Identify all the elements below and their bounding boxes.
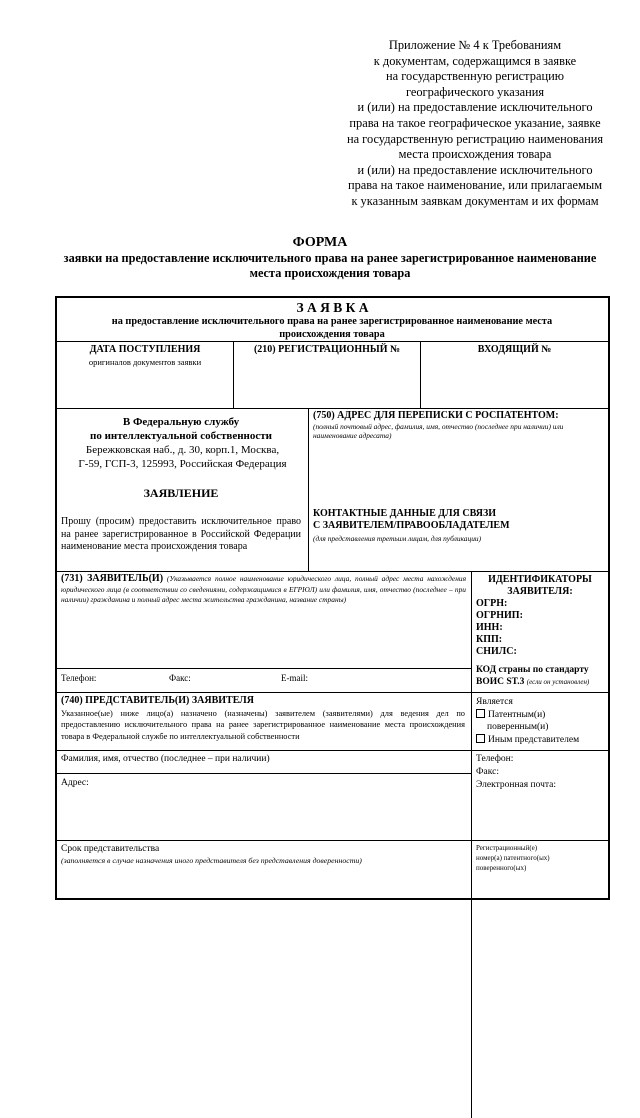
recipient-address: Г-59, ГСП-3, 125993, Российская Федерация [78, 458, 287, 470]
attorney-regnum-label: поверенного(ых) [476, 864, 527, 872]
applicant-note: (Указывается полное наименование юридического лица, полный адрес места нахождения юридического лица (в соответствии со сведениями, содержащимися в ЕГРЮЛ) или фамилия, имя, отчество (последнее – при наличии) гражданина и полный адрес места жительства гражданина, название страны) [61, 574, 467, 604]
rep-email-label: Электронная почта: [476, 780, 556, 790]
header-line: к указанным заявкам документам и их формам [351, 193, 599, 208]
divider [420, 341, 421, 408]
zayavka-subtitle: на предоставление исключительного права на ранее зарегистрированное наименование места происхождения товара [111, 316, 553, 340]
patent-attorney-option[interactable] [476, 709, 545, 721]
rep-phone-label: Телефон: [476, 754, 514, 764]
divider [57, 408, 608, 409]
divider [471, 571, 472, 1118]
identifiers-title: ИДЕНТИФИКАТОРЫ [488, 574, 592, 585]
country-code-standard [476, 676, 589, 688]
snils-label: СНИЛС: [476, 646, 517, 657]
header-note [330, 38, 620, 210]
term-note: (заполняется в случае назначения иного представителя без представления доверенности) [61, 856, 362, 865]
recipient-title: по интеллектуальной собственности [89, 430, 273, 442]
patent-attorney-checkbox[interactable] [476, 709, 485, 718]
patent-attorney-label: Патентным(и) [488, 710, 546, 720]
divider [57, 341, 608, 342]
applicant-fax-label: Факс: [169, 673, 191, 683]
divider [57, 750, 608, 751]
contact-note: (для представления третьим лицам, для публикации) [313, 534, 482, 543]
recipient-title: В Федеральную службу [122, 416, 240, 428]
header-line: к документам, содержащимся в заявке [373, 53, 577, 68]
date-sublabel: оригиналов документов заявки [88, 357, 202, 367]
identifiers-title: ЗАЯВИТЕЛЯ: [507, 586, 573, 597]
term-label: Срок представительства [61, 844, 160, 854]
header-line: права на такое наименование, или прилагаемым [347, 178, 603, 193]
header-line: на государственную регистрацию наименования [346, 131, 604, 146]
fio-label: Фамилия, имя, отчество (последнее – при наличии) [61, 754, 270, 764]
divider [57, 571, 608, 572]
contact-label: С ЗАЯВИТЕЛЕМ/ПРАВООБЛАДАТЕЛЕМ [313, 520, 510, 531]
country-code-label: КОД страны по стандарту [476, 665, 589, 675]
country-code-standard-name: ВОИС ST.3 [476, 677, 525, 687]
applicant-block [61, 574, 466, 606]
representative-label: (740) ПРЕДСТАВИТЕЛЬ(И) ЗАЯВИТЕЛЯ [61, 695, 254, 706]
attorney-regnum-label: номер(а) патентного(ых) [476, 854, 550, 862]
registration-number-label: (210) РЕГИСТРАЦИОННЫЙ № [253, 344, 401, 355]
header-line: и (или) на предоставление исключительного [357, 162, 593, 177]
applicant-email-label: E-mail: [281, 673, 308, 683]
header-line: и (или) на предоставление исключительного [357, 100, 593, 115]
header-line: места происхождения товара [398, 147, 552, 162]
incoming-number-label: ВХОДЯЩИЙ № [477, 344, 552, 355]
attorney-regnum-label: Регистрационный(е) [476, 844, 538, 852]
inn-label: ИНН: [476, 622, 503, 633]
applicant-label: (731) ЗАЯВИТЕЛЬ(И) [61, 573, 164, 584]
country-code-note: (если он установлен) [526, 678, 590, 686]
divider [57, 773, 471, 774]
statement-title: ЗАЯВЛЕНИЕ [143, 486, 219, 500]
ogrn-label: ОГРН: [476, 598, 508, 609]
other-representative-checkbox[interactable] [476, 734, 485, 743]
zayavka-title: З А Я В К А [296, 300, 369, 315]
divider [57, 668, 471, 669]
divider [308, 408, 309, 571]
header-line: права на такое географическое указание, заявке [349, 115, 601, 130]
divider [57, 840, 608, 841]
correspondence-note: (полный почтовый адрес, фамилия, имя, отчество (последнее при наличии) или наименование адресата) [313, 422, 564, 441]
applicant-phone-label: Телефон: [61, 673, 97, 683]
header-line: на государственную регистрацию [386, 69, 564, 84]
representative-is-label: Является [476, 697, 513, 707]
header-line: Приложение № 4 к Требованиям [388, 38, 562, 52]
divider [57, 692, 608, 693]
contact-label: КОНТАКТНЫЕ ДАННЫЕ ДЛЯ СВЯЗИ [313, 508, 497, 519]
rep-fax-label: Факс: [476, 767, 499, 777]
kpp-label: КПП: [476, 634, 503, 645]
application-form [55, 296, 610, 900]
address-label: Адрес: [61, 778, 89, 788]
form-title: ФОРМА [292, 235, 348, 250]
form-subtitle: заявки на предоставление исключительного права на ранее зарегистрированное наименование места происхождения товара [63, 251, 597, 280]
other-representative-option[interactable] [476, 734, 579, 746]
other-representative-label: Иным представителем [488, 735, 580, 745]
divider [233, 341, 234, 408]
correspondence-label: (750) АДРЕС ДЛЯ ПЕРЕПИСКИ С РОСПАТЕНТОМ: [313, 410, 559, 421]
patent-attorney-label-cont: поверенным(и) [487, 722, 549, 732]
header-line: географического указания [405, 84, 545, 99]
date-label: ДАТА ПОСТУПЛЕНИЯ [89, 344, 201, 355]
ogrnip-label: ОГРНИП: [476, 610, 523, 621]
representative-text: Указанное(ые) ниже лицо(а) назначено (назначены) заявителем (заявителями) для ведения дел по предоставлению исключительного права на ранее зарегистрированное наименование места происхождения товара в Федеральной службе по интеллектуальной собственности [61, 709, 465, 741]
statement-text: Прошу (просим) предоставить исключительное право на ранее зарегистрированное в Российской Федерации наименование места происхождения товара [61, 516, 301, 552]
recipient-address: Бережковская наб., д. 30, корп.1, Москва, [85, 444, 280, 456]
